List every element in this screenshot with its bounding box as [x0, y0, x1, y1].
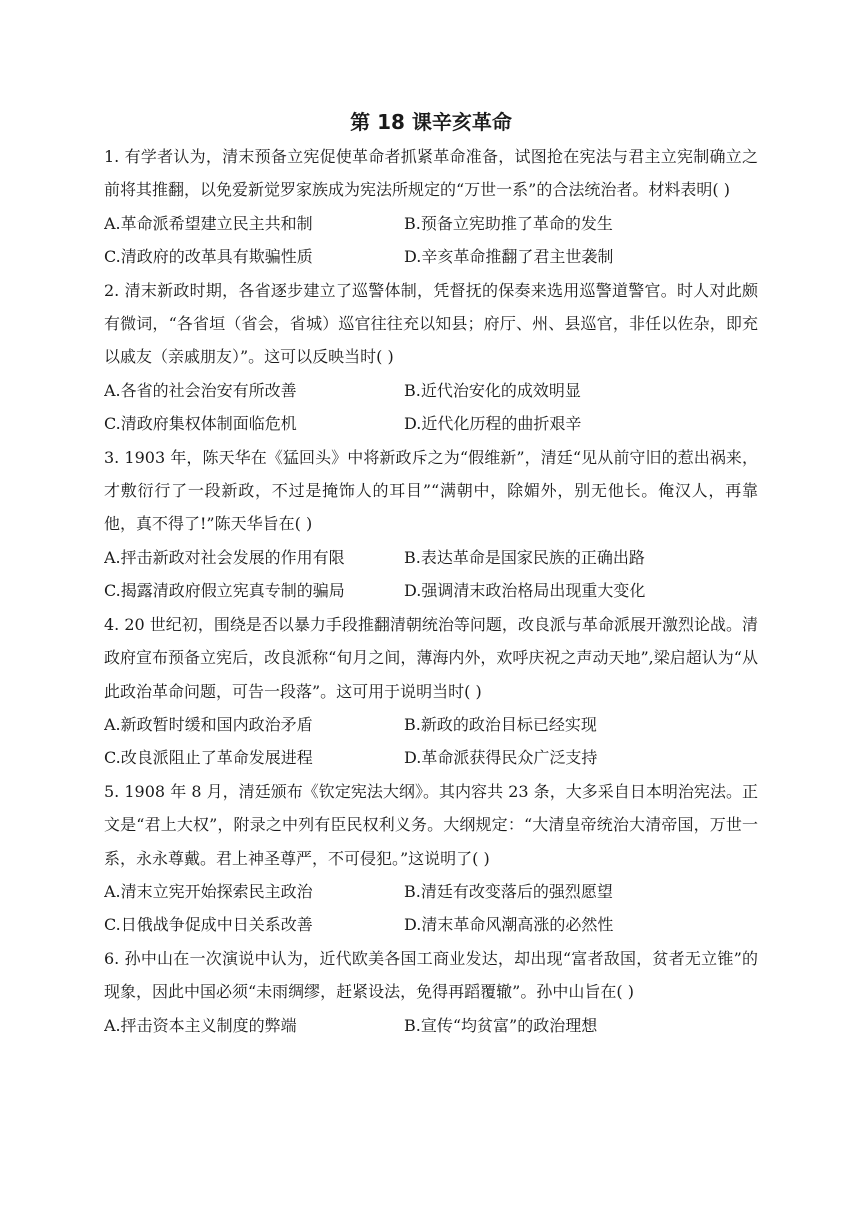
option-b: B.宣传“均贫富”的政治理想 — [404, 1015, 598, 1035]
option-a: A.新政暂时缓和国内政治矛盾 — [104, 714, 313, 734]
page-title: 第 18 课辛亥革命 — [350, 110, 512, 134]
question-4 — [104, 608, 758, 775]
question-3 — [104, 441, 758, 608]
option-d: D.近代化历程的曲折艰辛 — [404, 414, 582, 434]
question-options — [104, 708, 758, 775]
option-b: B.预备立宪助推了革命的发生 — [404, 213, 613, 233]
option-c: C.日俄战争促成中日关系改善 — [104, 915, 313, 935]
option-d: D.革命派获得民众广泛支持 — [404, 748, 598, 768]
document-page — [104, 108, 758, 1042]
option-c: C.改良派阻止了革命发展进程 — [104, 748, 313, 768]
question-stem: 4. 20 世纪初，围绕是否以暴力手段推翻清朝统治等问题，改良派与革命派展开激烈论战。清政府宣布预备立宪后，改良派称“旬月之间，薄海内外，欢呼庆祝之声动天地”,梁启超认为“从此政治革命问题，可告一段落”。这可用于说明当时( ) — [104, 614, 758, 701]
question-1 — [104, 140, 758, 274]
option-c: C.清政府集权体制面临危机 — [104, 414, 297, 434]
option-d: D.辛亥革命推翻了君主世袭制 — [404, 247, 614, 267]
question-options — [104, 875, 758, 942]
option-b: B.新政的政治目标已经实现 — [404, 714, 597, 734]
question-stem: 1. 有学者认为，清末预备立宪促使革命者抓紧革命准备，试图抢在宪法与君主立宪制确立之前将其推翻，以免爱新觉罗家族成为宪法所规定的“万世一系”的合法统治者。材料表明( ) — [104, 147, 758, 200]
question-2 — [104, 274, 758, 441]
question-options — [104, 541, 758, 608]
option-c: C.揭露清政府假立宪真专制的骗局 — [104, 581, 345, 601]
question-stem: 6. 孙中山在一次演说中认为，近代欧美各国工商业发达，却出现“富者敌国，贫者无立锥”的现象，因此中国必须“未雨绸缪，赶紧设法，免得再蹈覆辙”。孙中山旨在( ) — [104, 948, 758, 1002]
option-a: A.抨击新政对社会发展的作用有限 — [104, 547, 345, 567]
question-stem: 3. 1903 年，陈天华在《猛回头》中将新政斥之为“假维新”，清廷“见从前守旧的惹出祸来，才敷衍行了一段新政，不过是掩饰人的耳目”“满朝中，除媚外，别无他长。俺汉人，再靠他，真不得了!”陈天华旨在( ) — [104, 447, 758, 534]
option-b: B.清廷有改变落后的强烈愿望 — [404, 881, 613, 901]
option-c: C.清政府的改革具有欺骗性质 — [104, 247, 313, 267]
option-a: A.清末立宪开始探索民主政治 — [104, 881, 313, 901]
question-stem: 2. 清末新政时期，各省逐步建立了巡警体制，凭督抚的保奏来选用巡警道警官。时人对此颇有微词，“各省垣（省会，省城）巡官往往充以知县；府厅、州、县巡官，非任以佐杂，即充以戚友（亲戚朋友）”。这可以反映当时( ) — [104, 280, 758, 367]
option-b: B.表达革命是国家民族的正确出路 — [404, 547, 645, 567]
option-a: A.抨击资本主义制度的弊端 — [104, 1015, 297, 1035]
option-d: D.强调清末政治格局出现重大变化 — [404, 581, 646, 601]
option-a: A.各省的社会治安有所改善 — [104, 380, 297, 400]
option-b: B.近代治安化的成效明显 — [404, 380, 581, 400]
question-6 — [104, 942, 758, 1042]
option-d: D.清末革命风潮高涨的必然性 — [404, 915, 614, 935]
question-stem: 5. 1908 年 8 月，清廷颁布《钦定宪法大纲》。其内容共 23 条，大多采自日本明治宪法。正文是“君上大权”，附录之中列有臣民权利义务。大纲规定：“大清皇帝统治大清帝国，万世一系，永永尊戴。君上神圣尊严，不可侵犯。”这说明了( ) — [104, 781, 758, 868]
option-a: A.革命派希望建立民主共和制 — [104, 213, 313, 233]
question-options — [104, 374, 758, 441]
question-options — [104, 207, 758, 274]
question-options — [104, 1009, 758, 1042]
question-5 — [104, 775, 758, 942]
